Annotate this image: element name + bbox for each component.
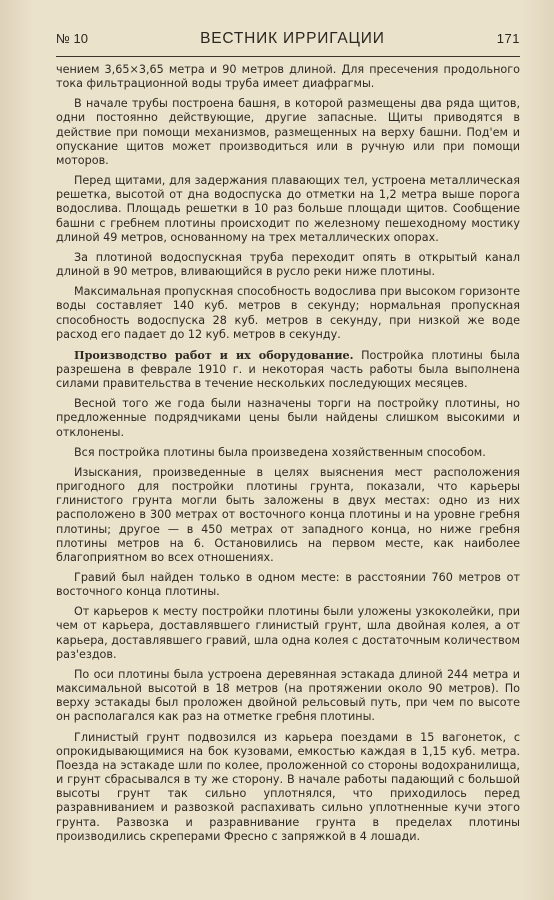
paragraph [56, 605, 520, 662]
journal-title: ВЕСТНИК ИРРИГАЦИИ [200, 30, 385, 47]
paragraph [56, 348, 520, 391]
paragraph-text: Изыскания, произведенные в целях выяснения мест расположения пригодного для постройки плотины грунта, показали, что карьеры глинистого грунта могли быть заложены в двух местах: одно из них расположено в 300 метрах от восточного конца плотины и на уровне гребня плотины; другое — в 450 метрах от западного конца, но ниже гребня плотины метров на 6. Остановились на первом месте, как наиболее благоприятном во всех отношениях. [56, 465, 520, 564]
issue-number: № 10 [56, 31, 89, 46]
page-number: 171 [496, 31, 520, 46]
paragraph-text: Глинистый грунт подвозился из карьера поездами в 15 вагонеток, с опрокидывающимися на бок кузовами, емкостью каждая в 1,15 куб. метра. Поезда на эстакаде шли по колее, проложенной со стороны водохранилища, и грунт сбрасывался в ту же сторону. В начале работы падающий с большой высоты грунт так сильно уплотнялся, что приходилось перед разравниванием и развозкой распахивать сильно уплотненные кучи этого грунта. Развозка и разравнивание грунта в пределах плотины производились скреперами Фресно с запряжкой в 4 лошади. [56, 730, 520, 843]
paragraph-text: В начале трубы построена башня, в которой размещены два ряда щитов, одни постоянно действующие, другие запасные. Щиты приводятся в действие при помощи механизмов, размещенных на верху башни. Под'ем и опускание щитов может производиться или в ручную или при помощи моторов. [56, 97, 520, 167]
paragraph-text: По оси плотины была устроена деревянная эстакада длиной 244 метра и максимальной высотой в 18 метров (на протяжении около 90 метров). По верху эстакады был проложен двойной рельсовый путь, при чем по высоте он располагался как раз на отметке гребня плотины. [56, 667, 520, 724]
paragraph [56, 731, 520, 844]
article-body [56, 63, 520, 844]
paragraph-text: Постройка плотины была разрешена в феврале 1910 г. и некоторая часть работы была выполнена силами правительства в течение нескольких последующих месяцев. [56, 348, 520, 391]
paragraph-text: чением 3,65×3,65 метра и 90 метров длиной. Для пресечения продольного тока фильтрационной воды труба имеет диафрагмы. [56, 63, 520, 91]
paragraph-text: От карьеров к месту постройки плотины были уложены узкоколейки, при чем от карьера, доставлявшего глинистый грунт, шла двойная колея, а от карьера, доставлявшего гравий, шла одна колея с достаточным количеством раз'ездов. [56, 605, 520, 661]
paragraph-text: Гравий был найден только в одном месте: в расстоянии 760 метров от восточного конца плотины. [56, 571, 520, 599]
paragraph [56, 174, 520, 245]
paragraph [56, 397, 520, 439]
paragraph [56, 571, 520, 599]
paragraph-text: За плотиной водоспускная труба переходит опять в открытый канал длиной в 90 метров, вливающийся в русло реки ниже плотины. [56, 250, 520, 279]
paragraph [56, 251, 520, 279]
section-heading: Производство работ и их оборудование. [74, 347, 354, 362]
paragraph [56, 63, 520, 91]
paragraph [56, 446, 520, 460]
paragraph [56, 466, 520, 565]
paragraph [56, 97, 520, 168]
paragraph-text: Вся постройка плотины была произведена хозяйственным способом. [74, 445, 486, 459]
running-head [56, 30, 520, 52]
paragraph-text: Максимальная пропускная способность водослива при высоком горизонте воды составляет 140 куб. метров в секунду; нормальная пропускная способность водоспуска 28 куб. метров в секунду, при низкой же воде расход его падает до 12 куб. метров в секунду. [56, 285, 520, 341]
paragraph [56, 668, 520, 725]
paragraph-text: Перед щитами, для задержания плавающих тел, устроена металлическая решетка, высотой от дна водоспуска до отметки на 1,2 метра выше порога водослива. Площадь решетки в 10 раз больше площади щитов. Сообщение башни с гребнем плотины происходит по железному пешеходному мостику длиной 49 метров, основанному на трех металлических опорах. [56, 174, 520, 244]
header-rule [56, 56, 520, 57]
paragraph-text: Весной того же года были назначены торги на постройку плотины, но предложенные подрядчиками цены были найдены слишком высокими и отклонены. [56, 397, 520, 439]
paragraph [56, 285, 520, 342]
